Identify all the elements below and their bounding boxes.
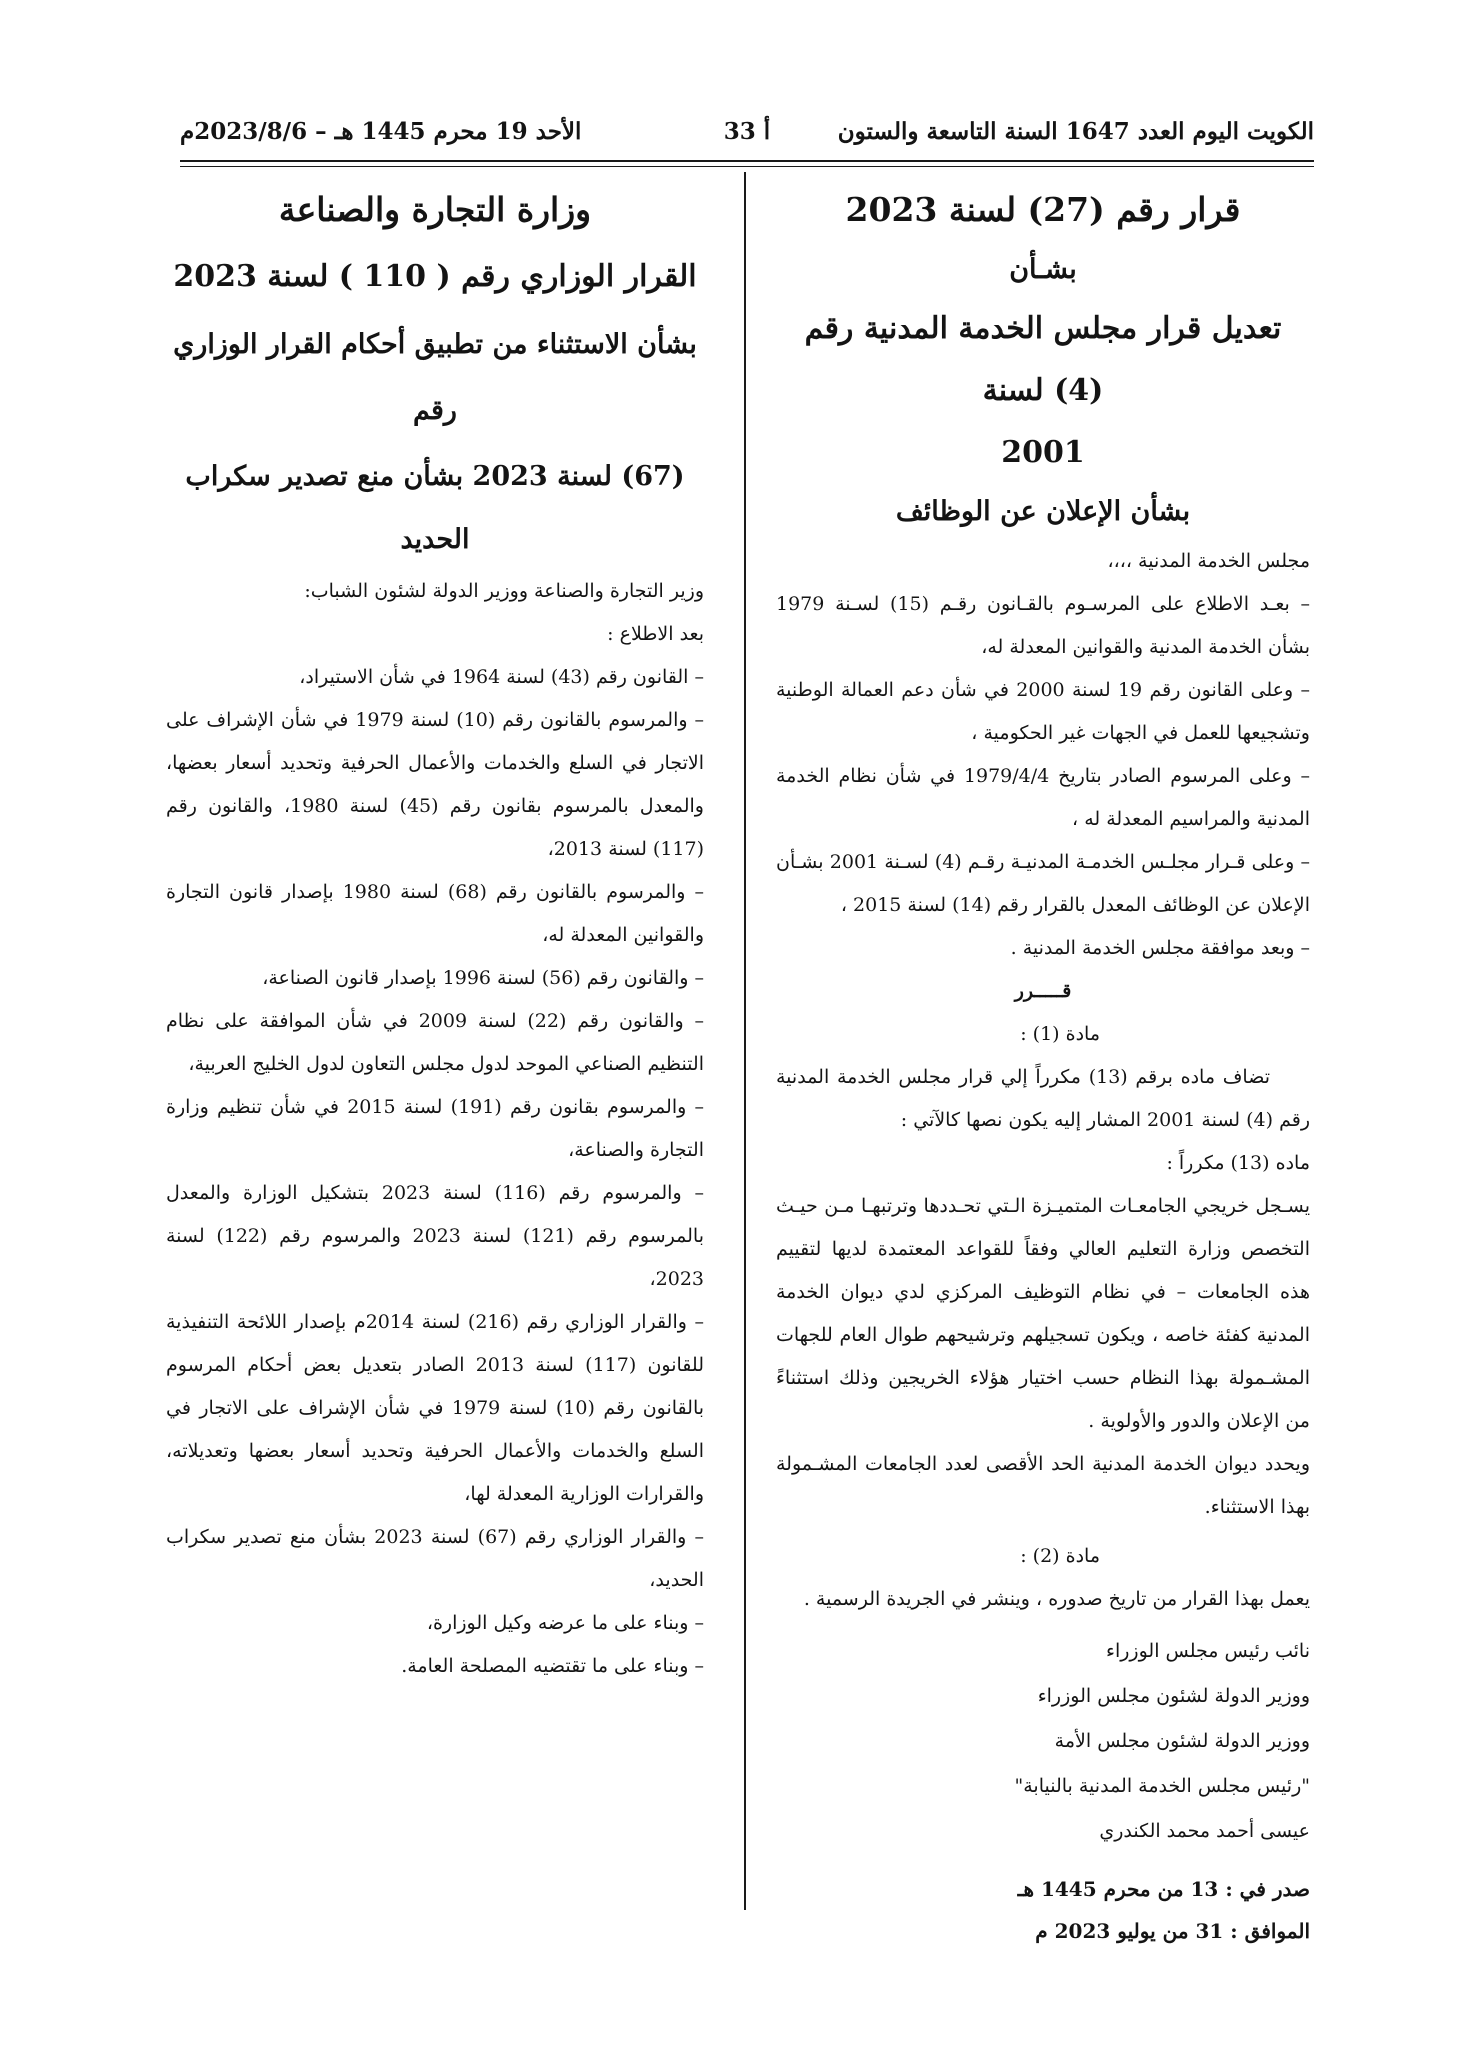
ministry-name: وزارة التجارة والصناعة bbox=[278, 190, 592, 229]
header-rule bbox=[180, 160, 1314, 162]
article-13-text: يسـجل خريجي الجامعـات المتميـزة الـتي تحـددها وترتبهـا مـن حيـث التخصص وزارة التعليم العالي وفقاً للقواعد المعتمدة لديها لتقييم هذه الجامعات – في نظام التوظيف المركزي لدي ديوان الخدمة المدنية كفئة خاصه ، ويكون تسجيلهم وترشيحهم طوال العام للجهات المشـمولة بهذا النظام حسب اختيار هؤلاء الخريجين وذلك استثناءً من الإعلان والدور والأولوية . bbox=[776, 1195, 1310, 1432]
gazette-issue-info: الكويت اليوم العدد 1647 السنة التاسعة والستون bbox=[837, 118, 1314, 145]
issued-hijri-date: صدر في : 13 من محرم 1445 هـ bbox=[1017, 1877, 1310, 1901]
decision-27-item: – وبعد موافقة مجلس الخدمة المدنية . bbox=[1010, 937, 1310, 959]
decision-110-subject-line3: الحديد bbox=[400, 524, 470, 555]
signature-line: ووزير الدولة لشئون مجلس الأمة bbox=[1054, 1730, 1310, 1752]
decision-110-item: – والمرسوم بالقانون رقم (68) لسنة 1980 بإصدار قانون التجارة والقوانين المعدلة له، bbox=[166, 881, 705, 946]
header-rule-thin bbox=[180, 166, 1314, 167]
decision-110-item: – وبناء على ما تقتضيه المصلحة العامة. bbox=[401, 1655, 704, 1677]
decision-27-title: قرار رقم (27) لسنة 2023 bbox=[845, 190, 1241, 229]
decision-27-item: – بعـد الاطلاع على المرسـوم بالقـانون رقـم (15) لسـنة 1979 بشأن الخدمة المدنية والقوانين المعدلة له، bbox=[776, 593, 1310, 658]
signature-line: ووزير الدولة لشئون مجلس الوزراء bbox=[1037, 1685, 1310, 1707]
decision-110-subject-line2: (67) لسنة 2023 بشأن منع تصدير سكراب bbox=[185, 461, 685, 492]
page-number: أ 33 bbox=[723, 118, 771, 145]
decision-110-intro: وزير التجارة والصناعة ووزير الدولة لشئون الشباب: bbox=[304, 580, 704, 602]
decision-110-title: القرار الوزاري رقم ( 110 ) لسنة 2023 bbox=[173, 259, 697, 294]
decided-label: قـــــرر bbox=[1014, 980, 1072, 1002]
decision-27-item: – وعلى القانون رقم 19 لسنة 2000 في شأن دعم العمالة الوطنية وتشجيعها للعمل في الجهات غير الحكومية ، bbox=[776, 679, 1310, 744]
decision-110-item: – والقانون رقم (22) لسنة 2009 في شأن الموافقة على نظام التنظيم الصناعي الموحد لدول مجلس التعاون لدول الخليج العربية، bbox=[166, 1010, 705, 1075]
decision-110-subject-line1: بشأن الاستثناء من تطبيق أحكام القرار الوزاري رقم bbox=[173, 329, 697, 426]
after-review-label: بعد الاطلاع : bbox=[607, 623, 704, 645]
decision-27-intro: مجلس الخدمة المدنية ،،،، bbox=[1107, 550, 1310, 572]
page-header bbox=[180, 118, 1314, 158]
article-2-label: مادة (2) : bbox=[1020, 1545, 1100, 1567]
signature-block bbox=[776, 1629, 1310, 1854]
issued-gregorian-date: الموافق : 31 من يوليو 2023 م bbox=[1035, 1919, 1310, 1943]
issue-date: الأحد 19 محرم 1445 هـ – 2023/8/6م bbox=[180, 118, 582, 145]
decision-27-heading-line3: بشأن الإعلان عن الوظائف bbox=[895, 496, 1191, 527]
left-column bbox=[166, 178, 704, 1688]
decision-27-item: – وعلى المرسوم الصادر بتاريخ 1979/4/4 في شأن نظام الخدمة المدنية والمراسيم المعدلة له ، bbox=[776, 765, 1310, 830]
decision-27-regarding: بشـأن bbox=[1009, 254, 1077, 285]
decision-110-item: – وبناء على ما عرضه وكيل الوزارة، bbox=[426, 1612, 704, 1634]
article-2-text: يعمل بهذا القرار من تاريخ صدوره ، وينشر في الجريدة الرسمية . bbox=[803, 1588, 1310, 1610]
decision-110-item: – والمرسوم بقانون رقم (191) لسنة 2015 في شأن تنظيم وزارة التجارة والصناعة، bbox=[166, 1096, 704, 1161]
article-13-label: ماده (13) مكرراً : bbox=[1166, 1152, 1310, 1174]
decision-110-item: – والمرسوم رقم (116) لسنة 2023 بتشكيل الوزارة والمعدل بالمرسوم رقم (121) لسنة 2023 والمرسوم رقم (122) لسنة 2023، bbox=[166, 1182, 705, 1290]
decision-110-item: – والقرار الوزاري رقم (216) لسنة 2014م بإصدار اللائحة التنفيذية للقانون (117) لسنة 2013 الصادر بتعديل بعض أحكام المرسوم بالقانون رقم (10) لسنة 1979 في شأن الإشراف على الاتجار في السلع والخدمات والأعمال الحرفية وتحديد أسعار بعضها وتعديلاته، والقرارات الوزارية المعدلة لها، bbox=[166, 1311, 705, 1505]
decision-110-item: – والمرسوم بالقانون رقم (10) لسنة 1979 في شأن الإشراف على الاتجار في السلع والخدمات والأعمال الحرفية وتحديد أسعار بعضها، والمعدل بالمرسوم بقانون رقم (45) لسنة 1980، والقانون رقم (117) لسنة 2013، bbox=[166, 709, 704, 860]
decision-27-heading-line1: تعديل قرار مجلس الخدمة المدنية رقم (4) لسنة bbox=[804, 311, 1282, 408]
signature-line: نائب رئيس مجلس الوزراء bbox=[1106, 1640, 1310, 1662]
decision-110-item: – والقانون رقم (56) لسنة 1996 بإصدار قانون الصناعة، bbox=[262, 967, 704, 989]
decision-110-item: – والقرار الوزاري رقم (67) لسنة 2023 بشأن منع تصدير سكراب الحديد، bbox=[166, 1526, 704, 1591]
decision-27-heading-line2: 2001 bbox=[1001, 435, 1085, 470]
article-13-text-2: ويحدد ديوان الخدمة المدنية الحد الأقصى لعدد الجامعات المشـمولة بهذا الاستثناء. bbox=[776, 1453, 1310, 1518]
decision-110-item: – القانون رقم (43) لسنة 1964 في شأن الاستيراد، bbox=[299, 666, 704, 688]
decision-27-item: – وعلى قـرار مجلـس الخدمـة المدنيـة رقـم (4) لسـنة 2001 بشـأن الإعلان عن الوظائف المعدل بالقرار رقم (14) لسنة 2015 ، bbox=[776, 851, 1310, 916]
signature-name: عيسى أحمد محمد الكندري bbox=[1099, 1820, 1310, 1842]
article-1-label: مادة (1) : bbox=[1020, 1023, 1100, 1045]
column-divider bbox=[744, 172, 746, 1910]
article-1-text: تضاف ماده برقم (13) مكرراً إلي قرار مجلس الخدمة المدنية رقم (4) لسنة 2001 المشار إليه يكون نصها كالآتي : bbox=[776, 1066, 1310, 1131]
right-column bbox=[776, 178, 1310, 1952]
signature-line: "رئيس مجلس الخدمة المدنية بالنيابة" bbox=[1014, 1775, 1310, 1797]
